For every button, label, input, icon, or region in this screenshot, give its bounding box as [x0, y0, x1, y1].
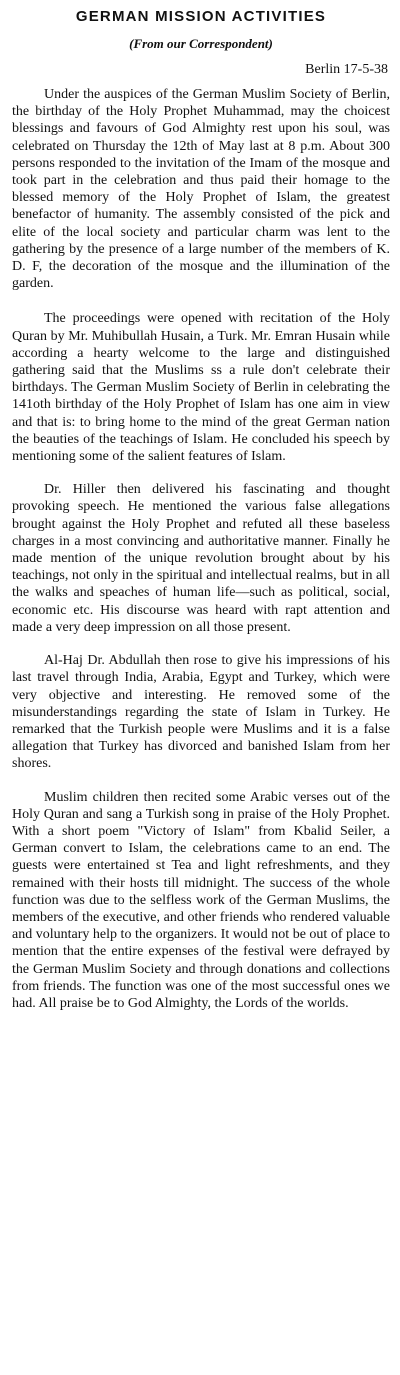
article-paragraph: Muslim children then recited some Arabic verses out of the Holy Quran and sang a Turkish song in praise of the Holy Prophet. With a short poem "Victory of Islam" from Kbalid Seiler, a German convert to Islam, the celebrations came to an end. The guests were entertained st Tea and light refreshments, and they remained with their hosts till midnight. The success of the whole function was due to the selfless work of the German Muslims, the members of the executive, and other friends who rendered valuable and voluntary help to the organizers. It would not be out of place to mention that the entire expenses of the festival were defrayed by the German Muslim Society and through donations and collections from friends. The function was one of the most successful ones we had. All praise be to God Almighty, the Lords of the worlds.: [12, 789, 390, 1011]
article-paragraph: The proceedings were opened with recitation of the Holy Quran by Mr. Muhibullah Husain, a Turk. Mr. Emran Husain while according a hearty welcome to the large and distinguished gathering said that the Muslims ss a rule don't celebrate their birthdays. The German Muslim Society of Berlin in celebrating the 141oth birthday of the Holy Prophet of Islam has one aim in view and that is: to bring home to the mind of the great German nation the beauties of the teachings of Islam. He concluded his speech by mentioning some of the salient features of Islam.: [12, 311, 390, 465]
article-paragraph: Al-Haj Dr. Abdullah then rose to give his impressions of his last travel through India, Arabia, Egypt and Turkey, which were very objective and interesting. He removed some of the misunderstandings regarding the state of Islam in Turkey. He remarked that the Turkish people were Muslims and it is a false allegation that Turkey has divorced and banished Islam from her shores.: [12, 653, 390, 772]
article-headline: GERMAN MISSION ACTIVITIES: [75, 8, 327, 25]
article-dateline: Berlin 17-5-38: [305, 62, 388, 77]
article-paragraph: Dr. Hiller then delivered his fascinating and thought provoking speech. He mentioned the various false allegations brought against the Holy Prophet and refuted all these baseless charges in a most convincing and authoritative manner. Finally he made mention of the unique revolution brought about by his teachings, not only in the spiritual and intellectual realms, but in all the walks and speaches of human life—such as political, social, economic etc. His discourse was heard with rapt attention and made a very deep impression on all those present.: [12, 482, 390, 635]
article-paragraph: Under the auspices of the German Muslim Society of Berlin, the birthday of the Holy Prophet Muhammad, may the choicest blessings and favours of God Almighty rest upon his soul, was celebrated on Thursday the 12th of May last at 8 p.m. About 300 persons responded to the invitation of the Imam of the mosque and took part in the celebration and thus paid their homage to the blessed memory of the Holy Prophet of Islam, the greatest benefactor of humanity. The assembly consisted of the pick and elite of the local society and particular charm was lent to the gathering by the presence of a large number of the members of K. D. F, the decoration of the mosque and the illumination of the garden.: [12, 87, 390, 292]
article-byline: (From our Correspondent): [129, 36, 273, 51]
